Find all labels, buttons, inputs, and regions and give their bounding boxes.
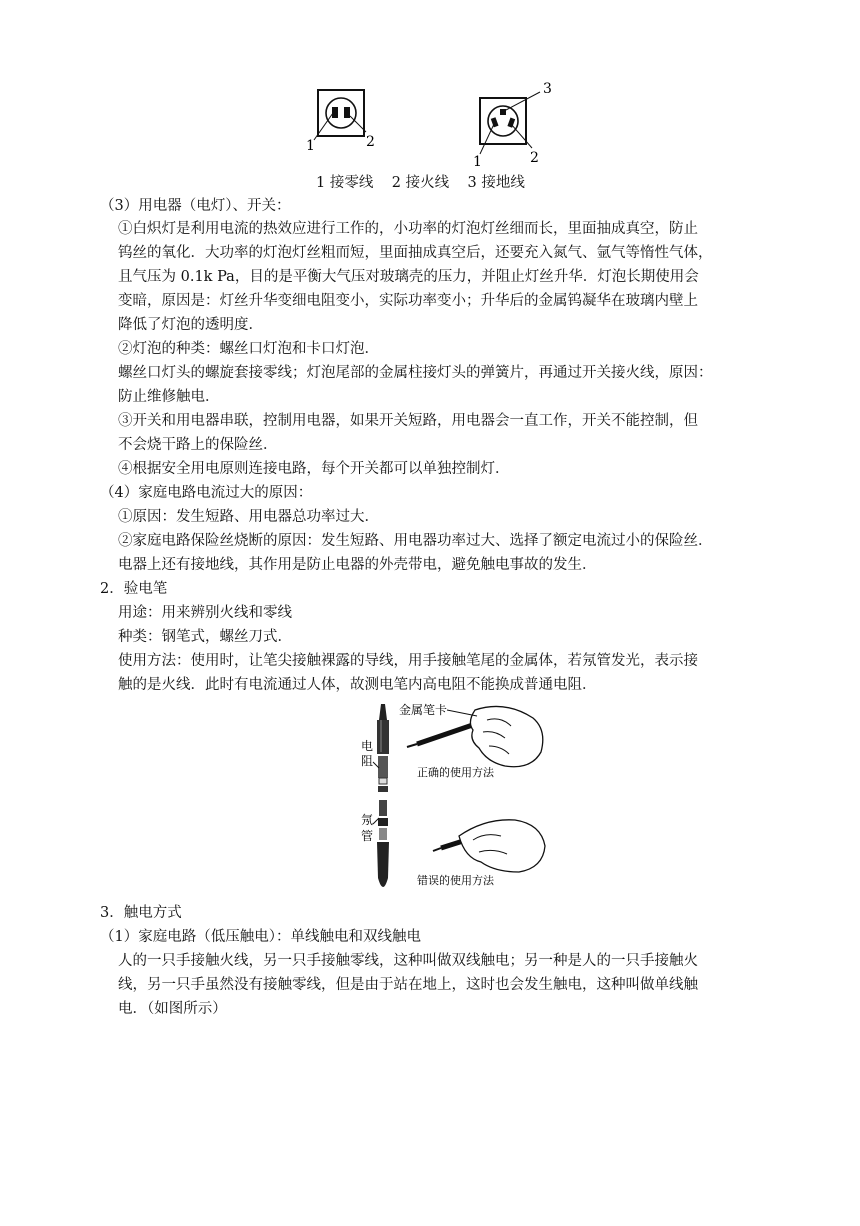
two-pin-socket <box>314 90 366 140</box>
section-4-heading: （4）家庭电路电流过大的原因： <box>100 485 313 501</box>
paragraph-line: 钨丝的氧化．大功率的灯泡灯丝粗而短，里面抽成真空后，还要充入氮气、氩气等惰性气体， <box>118 245 713 261</box>
label-neon-2: 管 <box>361 829 374 843</box>
paragraph-line: ②灯泡的种类：螺丝口灯泡和卡口灯泡． <box>118 341 379 357</box>
section-3-heading: （3）用电器（电灯）、开关： <box>100 198 291 214</box>
hand-wrong-use <box>433 820 545 872</box>
label-neon-1: 氖 <box>361 813 374 827</box>
label-metal-clip: 金属笔卡 <box>399 703 448 717</box>
socket-right-label-3: 3 <box>543 81 552 97</box>
section-3-touch-heading: 3．触电方式 <box>100 905 182 921</box>
paragraph-line: ①原因：发生短路、用电器总功率过大． <box>118 509 379 525</box>
subsection-heading: （1）家庭电路（低压触电）：单线触电和双线触电 <box>100 929 421 945</box>
paragraph-line: 人的一只手接触火线，另一只手接触零线，这种叫做双线触电；另一种是人的一只手接触火 <box>118 953 698 969</box>
paragraph-line: 不会烧干路上的保险丝． <box>118 437 278 453</box>
paragraph-line: 使用方法：使用时，让笔尖接触裸露的导线，用手接触笔尾的金属体，若氖管发光，表示接 <box>118 653 698 669</box>
paragraph-line: 触的是火线．此时有电流通过人体，故测电笔内高电阻不能换成普通电阻． <box>118 677 597 693</box>
paragraph-line: ②家庭电路保险丝烧断的原因：发生短路、用电器功率过大、选择了额定电流过小的保险丝． <box>118 533 713 549</box>
label-resistor-2: 阻 <box>361 754 374 768</box>
socket-left-label-2: 2 <box>366 134 375 150</box>
paragraph-line: 防止维修触电． <box>118 389 220 405</box>
paragraph-line: 螺丝口灯头的螺旋套接零线；灯泡尾部的金属柱接灯头的弹簧片，再通过开关接火线，原因： <box>118 365 713 381</box>
paragraph-line: 种类：钢笔式，螺丝刀式． <box>118 629 292 645</box>
pen-exploded-view <box>377 704 389 887</box>
paragraph-line: 变暗，原因是：灯丝升华变细电阻变小，实际功率变小；升华后的金属钨凝华在玻璃内壁上 <box>118 293 698 309</box>
socket-right-label-1: 1 <box>473 154 482 170</box>
paragraph-line: ③开关和用电器串联，控制用电器，如果开关短路，用电器会一直工作，开关不能控制，但 <box>118 413 698 429</box>
caption-correct: 正确的使用方法 <box>417 766 494 779</box>
caption-wrong: 错误的使用方法 <box>417 874 494 887</box>
paragraph-line: 用途：用来辨别火线和零线 <box>118 605 292 621</box>
paragraph-line: 电．（如图所示） <box>118 1001 227 1017</box>
socket-caption: 1 接零线 2 接火线 3 接地线 <box>316 175 525 191</box>
test-pen-figure <box>355 700 550 900</box>
paragraph-line: 且气压为 0.1k Pa，目的是平衡大气压对玻璃壳的压力，并阻止灯丝升华．灯泡长期使用会 <box>118 269 699 285</box>
paragraph-line: 电器上还有接地线，其作用是防止电器的外壳带电，避免触电事故的发生． <box>118 557 597 573</box>
paragraph-line: 降低了灯泡的透明度． <box>118 317 263 333</box>
paragraph-line: ①白炽灯是利用电流的热效应进行工作的，小功率的灯泡灯丝细而长，里面抽成真空，防止 <box>118 221 698 237</box>
label-resistor-1: 电 <box>361 739 374 753</box>
three-pin-socket <box>480 92 540 154</box>
paragraph-line: ④根据安全用电原则连接电路，每个开关都可以单独控制灯． <box>118 461 510 477</box>
socket-left-label-1: 1 <box>306 138 315 154</box>
socket-right-label-2: 2 <box>530 150 539 166</box>
section-2-heading: 2．验电笔 <box>100 581 168 597</box>
paragraph-line: 线，另一只手虽然没有接触零线，但是由于站在地上，这时也会发生触电，这种叫做单线触 <box>118 977 698 993</box>
